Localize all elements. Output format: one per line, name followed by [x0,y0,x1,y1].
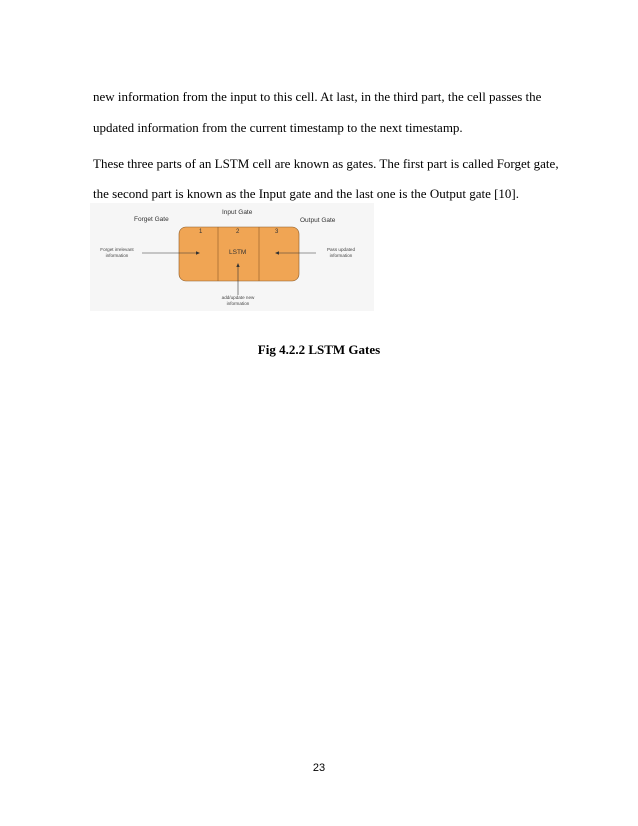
input-note: add/update new information [221,295,255,306]
body-text-line: updated information from the current timestamp to the next timestamp. [93,120,463,135]
gate-number-3: 3 [275,229,279,235]
lstm-label: LSTM [229,249,247,256]
body-text-line: new information from the input to this cell. At last, in the third part, the cell passes the [93,89,542,104]
forget-note: Forget irrelevant information [100,247,134,258]
gate-number-1: 1 [199,229,203,235]
body-text-line: These three parts of an LSTM cell are known as gates. The first part is called Forget gate, [93,156,559,171]
gate-number-2: 2 [236,229,240,235]
output-note: Pass updated information [326,247,356,258]
output-gate-title: Output Gate [300,217,336,224]
lstm-gates-figure [90,203,374,311]
input-gate-title: Input Gate [222,209,253,216]
figure-caption: Fig 4.2.2 LSTM Gates [257,342,381,357]
forget-gate-title: Forget Gate [134,216,169,223]
page-number: 23 [312,762,326,774]
body-text-line: the second part is known as the Input gate and the last one is the Output gate [10]. [93,186,520,201]
